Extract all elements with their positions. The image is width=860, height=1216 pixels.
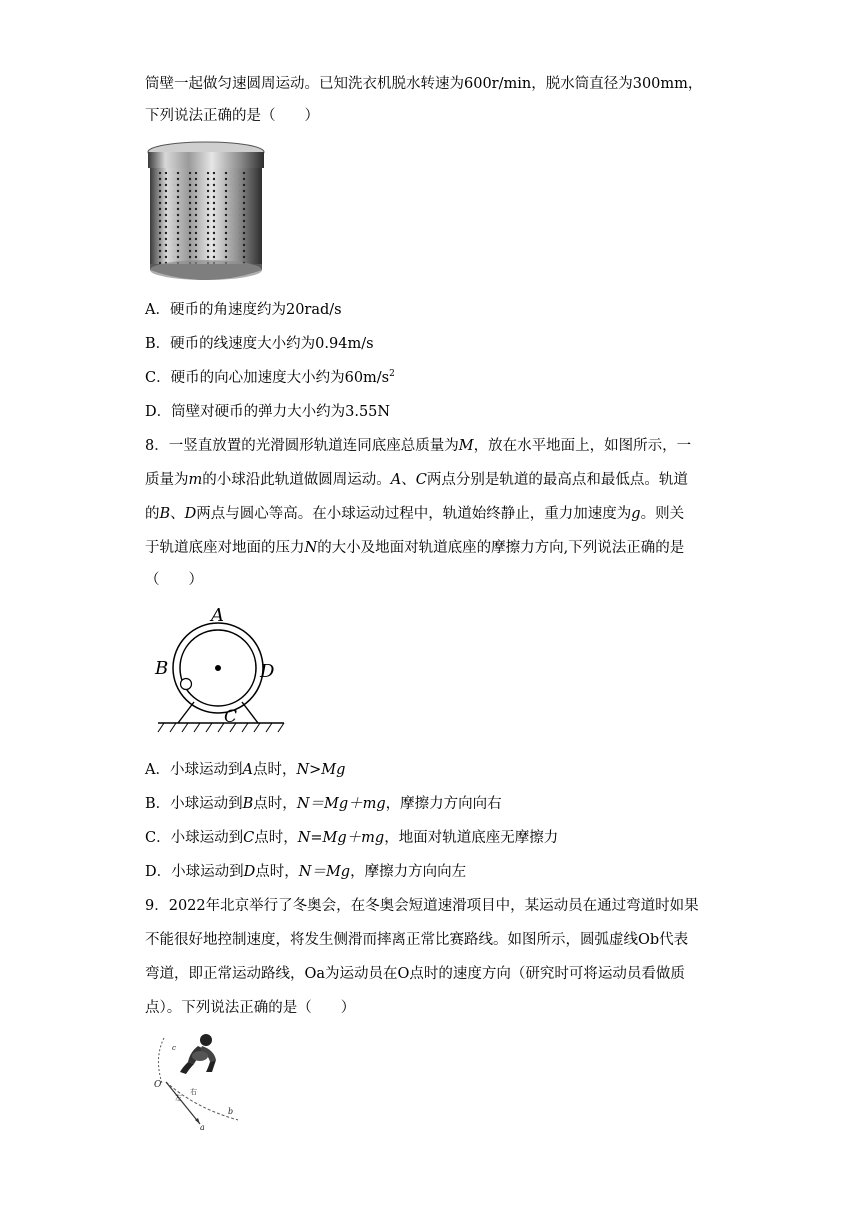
q8-text: 、 [170,506,185,522]
label-left: 左 [175,1094,182,1102]
q7-option-c-text: C．硬币的向心加速度大小约为60m/s [145,370,390,386]
q8-text: 质量为 [145,472,189,488]
q8-line5: （ ） [145,572,203,588]
q8-option-b [145,794,502,814]
q8-var-D: D [184,506,197,522]
q7-option-c-superscript: 2 [389,369,395,380]
q8-text: 点时， [252,762,297,778]
q7-option-d: D．筒壁对硬币的弹力大小约为3.55N [145,404,391,420]
q8-text: 、 [401,472,416,488]
q8-line2 [145,470,688,490]
q8-text: 的 [145,506,160,522]
q8-text: 的小球沿此轨道做圆周运动。 [202,472,391,488]
q8-option-c [145,828,558,848]
q8-var: B [242,796,254,812]
q8-var: A [242,762,253,778]
q8-text: 点时， [255,864,299,880]
washing-drum-figure [145,140,267,288]
q8-text: C．小球运动到 [145,830,244,846]
circular-track-figure [150,602,295,734]
small-ball [181,679,192,690]
q8-text: 两点分别是轨道的最高点和最低点。轨道 [426,472,688,488]
q8-text: 两点与圆心等高。在小球运动过程中，轨道始终静止，重力加速度为 [196,506,632,522]
q8-var-B: B [159,506,171,522]
q8-option-d [145,862,466,882]
q7-intro-line2: 下列说法正确的是（ ） [145,108,319,124]
q8-var-N: N [304,540,318,556]
label-A: A [211,605,224,626]
label-B: B [155,658,169,679]
q8-text: D．小球运动到 [145,864,244,880]
q8-text: ，放在水平地面上，如图所示，一 [473,438,692,454]
q8-text: 8．一竖直放置的光滑圆形轨道连同底座总质量为 [145,438,459,454]
q9-line1: 9．2022年北京举行了冬奥会，在冬奥会短道速滑项目中，某运动员在通过弯道时如果 [145,898,699,914]
q8-text: ，摩擦力方向向右 [385,796,502,812]
circle-center-dot [215,665,221,671]
q8-var: D [243,864,256,880]
q8-equation: N＝Mg＋mg [296,796,386,812]
q8-var-g: g [631,506,641,522]
label-O: O [154,1080,162,1090]
speed-skating-figure [150,1028,250,1132]
q8-text: 的大小及地面对轨道底座的摩擦力方向,下列说法正确的是 [317,540,685,556]
q8-var-m: m [188,472,203,488]
q8-line1 [145,436,691,456]
q9-line3: 弯道，即正常运动路线，Oa为运动员在O点时的速度方向（研究时可将运动员看做质 [145,966,685,982]
q8-equation: N>Mg [296,762,346,778]
q8-text: 点时， [253,796,297,812]
q8-text: B．小球运动到 [145,796,243,812]
q8-line3 [145,504,684,524]
q8-var-M: M [458,438,474,454]
q8-line4 [145,538,684,558]
q8-text: 于轨道底座对地面的压力 [145,540,305,556]
q8-text: A．小球运动到 [145,762,243,778]
q8-text: ，地面对轨道底座无摩擦力 [384,830,559,846]
label-c: c [172,1044,176,1052]
q9-line4: 点）。下列说法正确的是（ ） [145,1000,356,1016]
q8-text: ，摩擦力方向向左 [350,864,467,880]
label-b: b [228,1107,234,1116]
q7-option-a: A．硬币的角速度约为20rad/s [145,302,342,318]
q8-equation: N=Mg＋mg [297,830,385,846]
q8-equation: N＝Mg [298,864,351,880]
label-right: 右 [190,1088,197,1096]
q9-line2: 不能很好地控制速度，将发生侧滑而摔离正常比赛路线。如图所示，圆弧虚线Ob代表 [145,932,689,948]
q8-text: 点时， [254,830,298,846]
q7-option-b: B．硬币的线速度大小约为0.94m/s [145,336,374,352]
label-C: C [224,707,238,727]
label-a: a [200,1123,205,1132]
q7-option-c [145,368,395,388]
q8-option-a [145,760,345,780]
q8-var-C: C [415,472,427,488]
q8-text: 。则关 [640,506,685,522]
label-D: D [260,661,275,682]
q7-intro-line1: 筒壁一起做匀速圆周运动。已知洗衣机脱水转速为600r/min，脱水筒直径为300mm， [145,76,703,92]
skater-icon [180,1034,216,1074]
q8-var-A: A [390,472,402,488]
q8-var: C [243,830,255,846]
